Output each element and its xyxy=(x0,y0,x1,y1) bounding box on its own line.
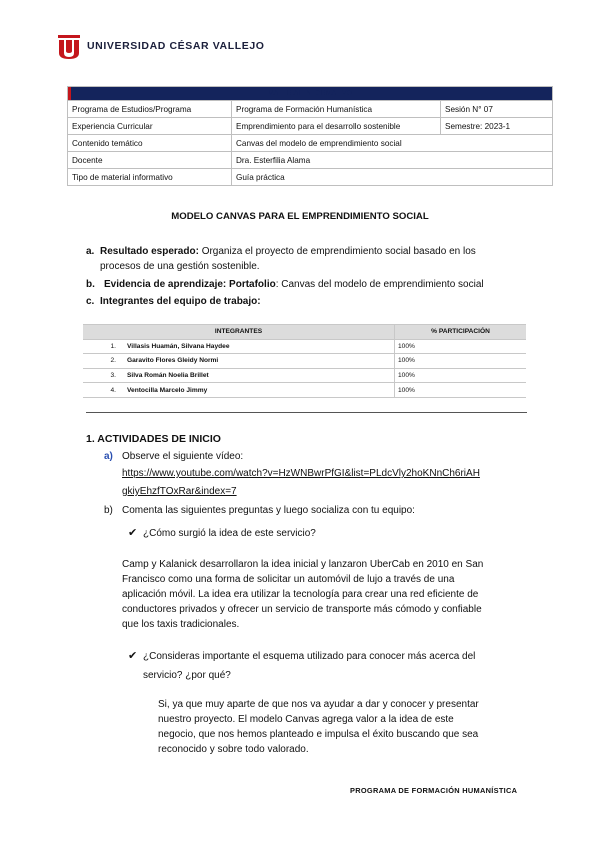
info-value: Guía práctica xyxy=(232,169,553,186)
answer-2-line: nuestro proyecto. El modelo Canvas agrega valor a la idea de este xyxy=(158,714,454,725)
answer-2-line: Si, ya que muy aparte de que nos va ayudar a dar y conocer y presentar xyxy=(158,699,479,710)
answer-1-line: que los taxis tradicionales. xyxy=(122,619,240,630)
table-row xyxy=(83,339,526,354)
info-label: Tipo de material informativo xyxy=(68,169,232,186)
question-2: ¿Consideras importante el esquema utilizado para conocer más acerca del xyxy=(143,651,476,662)
video-link[interactable]: https://www.youtube.com/watch?v=HzWNBwrPfGI&list=PLdcVly2hoKNnCh6riAH xyxy=(122,468,480,479)
section-title: 1. ACTIVIDADES DE INICIO xyxy=(86,433,221,445)
document-title: MODELO CANVAS PARA EL EMPRENDIMIENTO SOCIAL xyxy=(171,211,429,222)
member-name: Silva Román Noelia Brillet xyxy=(124,368,395,383)
info-table xyxy=(67,86,553,186)
info-value: Emprendimiento para el desarrollo sostenible xyxy=(232,118,441,135)
list-marker-b: b. xyxy=(86,279,95,290)
list-item-a-text-2: procesos de una gestión sostenible. xyxy=(100,261,260,272)
members-table xyxy=(83,324,526,398)
answer-1-line: Camp y Kalanick desarrollaron la idea inicial y lanzaron UberCab en 2010 en San xyxy=(122,559,484,570)
info-row xyxy=(68,152,553,169)
member-pct: 100% xyxy=(395,383,527,398)
member-num: 4. xyxy=(83,383,124,398)
answer-1-line: aplicación móvil. La idea era utilizar la tecnología para crear una red eficiente de xyxy=(122,589,479,600)
section-divider xyxy=(86,412,527,413)
members-header-name: INTEGRANTES xyxy=(83,325,395,340)
info-row xyxy=(68,135,553,152)
check-icon: ✔ xyxy=(128,650,138,662)
info-table-title-row xyxy=(68,87,553,101)
list-item-c-label: Integrantes del equipo de trabajo: xyxy=(100,296,261,307)
member-num: 2. xyxy=(83,354,124,369)
member-num: 1. xyxy=(83,339,124,354)
section-marker-a: a) xyxy=(104,451,113,462)
info-extra: Semestre: 2023-1 xyxy=(441,118,553,135)
member-pct: 100% xyxy=(395,339,527,354)
info-label: Programa de Estudios/Programa xyxy=(68,101,232,118)
list-item-a-text: Organiza el proyecto de emprendimiento social basado en los xyxy=(201,246,476,257)
info-label: Experiencia Curricular xyxy=(68,118,232,135)
member-pct: 100% xyxy=(395,354,527,369)
info-value: Dra. Esterfilia Alama xyxy=(232,152,553,169)
page-footer: PROGRAMA DE FORMACIÓN HUMANÍSTICA xyxy=(350,786,518,795)
info-label: Contenido temático xyxy=(68,135,232,152)
header-logo xyxy=(57,33,265,59)
member-name: Ventocilla Marcelo Jimmy xyxy=(124,383,395,398)
answer-1-line: conductores privados y ofrecer un servicio de transporte más cómodo y confiable xyxy=(122,604,482,615)
video-link-continued[interactable]: gkiyEhzfTOxRar&index=7 xyxy=(122,486,237,497)
ucv-logo-icon xyxy=(57,33,81,59)
members-header-pct: % PARTICIPACIÓN xyxy=(395,325,527,340)
info-value: Canvas del modelo de emprendimiento social xyxy=(232,135,553,152)
info-row xyxy=(68,101,553,118)
university-name: UNIVERSIDAD CÉSAR VALLEJO xyxy=(87,40,265,52)
info-row xyxy=(68,118,553,135)
info-label: Docente xyxy=(68,152,232,169)
answer-2-line: reconocido y sobre todo valorado. xyxy=(158,744,309,755)
member-num: 3. xyxy=(83,368,124,383)
member-name: Garavito Flores Gleidy Normi xyxy=(124,354,395,369)
members-header-row xyxy=(83,325,526,340)
list-item-b-text: : Canvas del modelo de emprendimiento social xyxy=(275,279,484,290)
info-value: Programa de Formación Humanística xyxy=(232,101,441,118)
answer-1-line: Francisco como una forma de solicitar un automóvil de lujo a través de una xyxy=(122,574,455,585)
section-item-b-text: Comenta las siguientes preguntas y luego socializa con tu equipo: xyxy=(122,505,415,516)
section-item-a-text: Observe el siguiente vídeo: xyxy=(122,451,244,462)
check-icon: ✔ xyxy=(128,527,138,539)
question-1: ¿Cómo surgió la idea de este servicio? xyxy=(143,528,316,539)
list-item-b xyxy=(104,277,484,292)
info-extra: Sesión N° 07 xyxy=(441,101,553,118)
section-marker-b: b) xyxy=(104,505,113,516)
table-row xyxy=(83,354,526,369)
list-item-b-label: Evidencia de aprendizaje: Portafolio xyxy=(104,279,276,290)
info-table-title: MATERIAL INFORMATIVO xyxy=(68,87,553,101)
answer-2-line: negocio, que nos hemos planteado e impulsa el éxito buscando que sea xyxy=(158,729,479,740)
question-2-continued: servicio? ¿por qué? xyxy=(143,670,231,681)
list-item-a-label: Resultado esperado: xyxy=(100,246,199,257)
list-item-a xyxy=(100,244,528,259)
member-name: Villasis Huamán, Silvana Haydee xyxy=(124,339,395,354)
list-marker-a: a. xyxy=(86,246,95,257)
table-row xyxy=(83,383,526,398)
member-pct: 100% xyxy=(395,368,527,383)
table-row xyxy=(83,368,526,383)
list-marker-c: c. xyxy=(86,296,95,307)
info-row xyxy=(68,169,553,186)
